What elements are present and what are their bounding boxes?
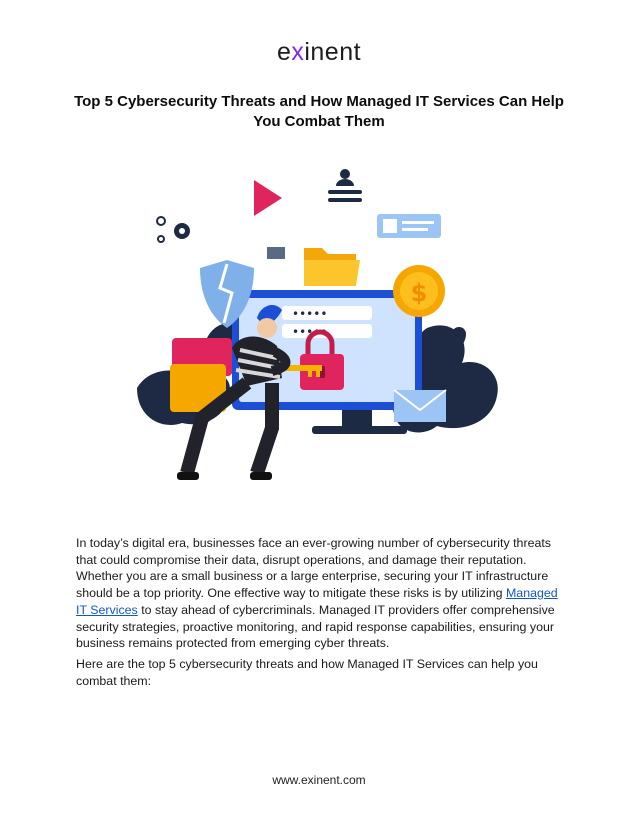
password-mask-2: •••••	[292, 325, 328, 339]
user-icon	[328, 169, 362, 202]
logo-text-start: e	[276, 38, 292, 66]
managed-it-services-link[interactable]: Managed IT Services	[76, 586, 558, 617]
envelope-icon	[394, 390, 446, 422]
logo-text-end: inent	[304, 38, 362, 66]
intro-text-end: to stay ahead of cybercriminals. Managed IT providers offer comprehensive security strategies, proactive monitoring, and rapid response capabilities, ensuring your business remains protected from emerging cyber threats.	[76, 602, 555, 651]
id-card-icon	[377, 214, 441, 238]
document-title: Top 5 Cybersecurity Threats and How Managed IT Services Can Help You Combat Them	[74, 93, 564, 130]
play-icon	[254, 180, 282, 216]
dollar-coin-icon	[393, 265, 445, 317]
brand-logo[interactable]	[0, 38, 638, 67]
logo-text-accent: x	[291, 38, 305, 66]
small-file-icon	[267, 247, 285, 259]
coin-symbol: $	[410, 279, 428, 307]
cybersecurity-illustration	[132, 168, 512, 498]
intro-text-start: In today’s digital era, businesses face an ever-growing number of cybersecurity threats that could compromise their data, disrupt operations, and damage their reputation. Whether you are a small business or a large enterprise, securing your IT infrastructure should be a top priority. One effective way to mitigate these risks is by utilizing	[76, 536, 551, 601]
folder-icon	[304, 248, 360, 286]
intro-paragraph	[76, 535, 566, 652]
password-mask-1: •••••	[292, 307, 328, 321]
footer-url[interactable]: www.exinent.com	[272, 773, 366, 787]
gear-icon	[157, 217, 190, 242]
lead-in-paragraph: Here are the top 5 cybersecurity threats and how Managed IT Services can help you combat them:	[76, 657, 538, 688]
